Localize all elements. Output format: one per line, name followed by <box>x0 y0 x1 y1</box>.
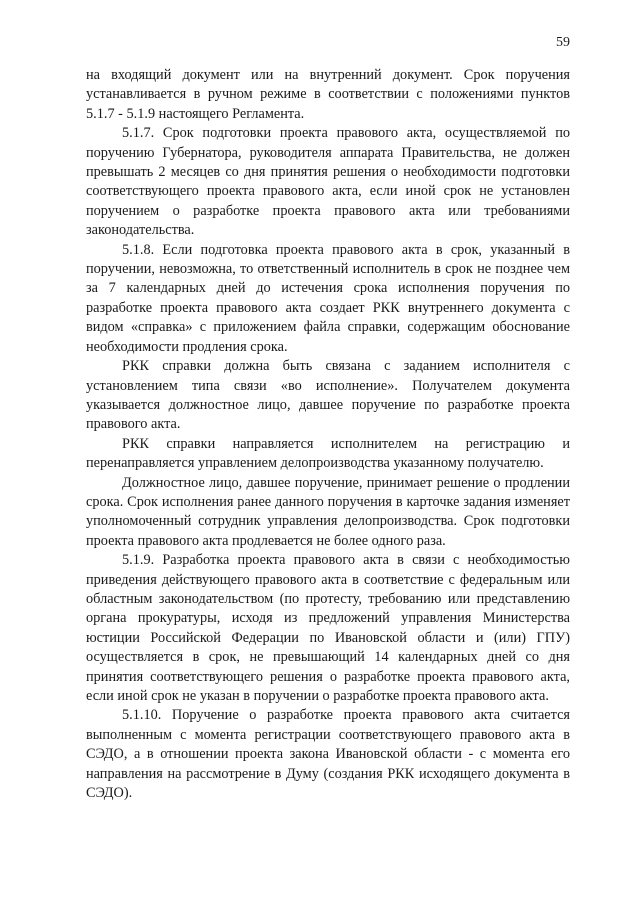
paragraph-extension-decision: Должностное лицо, давшее поручение, принимает решение о продлении срока. Срок исполнения ранее данного поручения в карточке задания изменяет уполномоченный сотрудник управления делопроизводства. Срок подготовки проекта правового акта продлевается не более одного раза. <box>86 474 570 549</box>
paragraph-5-1-7: 5.1.7. Срок подготовки проекта правового акта, осуществляемой по поручению Губернатора, руководителя аппарата Правительства, не должен превышать 2 месяцев со дня принятия решения о необходимости подготовки соответствующего проекта правового акта, если иной срок не установлен поручением о разработке проекта правового акта или требованиями законодательства. <box>86 125 570 239</box>
page-number: 59 <box>556 35 570 50</box>
document-body <box>86 66 570 803</box>
paragraph-rkk-registration: РКК справки направляется исполнителем на регистрацию и перенаправляется управлением делопроизводства указанному получателю. <box>86 435 570 472</box>
paragraph-5-1-9: 5.1.9. Разработка проекта правового акта в связи с необходимостью приведения действующего правового акта в соответствие с федеральным или областным законодательством (по протесту, требованию или представлению органа прокуратуры, исходя из предложений управления Министерства юстиции Российской Федерации по Ивановской области и (или) ГПУ) осуществляется в срок, не превышающий 14 календарных дней со дня принятия соответствующего решения о разработке проекта правового акта, если иной срок не указан в поручении о разработке проекта правового акта. <box>86 552 570 704</box>
paragraph-5-1-8: 5.1.8. Если подготовка проекта правового акта в срок, указанный в поручении, невозможна, то ответственный исполнитель в срок не позднее чем за 7 календарных дней до истечения срока исполнения поручения по разработке проекта правового акта создает РКК внутреннего документа с видом «справка» с приложением файла справки, содержащим обоснование необходимости продления срока. <box>86 241 570 355</box>
paragraph-rkk-link: РКК справки должна быть связана с заданием исполнителя с установлением типа связи «во исполнение». Получателем документа указывается должностное лицо, давшее поручение по разработке проекта правового акта. <box>86 358 570 433</box>
paragraph-5-1-10: 5.1.10. Поручение о разработке проекта правового акта считается выполненным с момента регистрации соответствующего правового акта в СЭДО, а в отношении проекта закона Ивановской области - с момента его направления на рассмотрение в Думу (создания РКК исходящего документа в СЭДО). <box>86 707 570 802</box>
paragraph-continued: на входящий документ или на внутренний документ. Срок поручения устанавливается в ручном режиме в соответствии с положениями пунктов 5.1.7 - 5.1.9 настоящего Регламента. <box>86 67 570 122</box>
